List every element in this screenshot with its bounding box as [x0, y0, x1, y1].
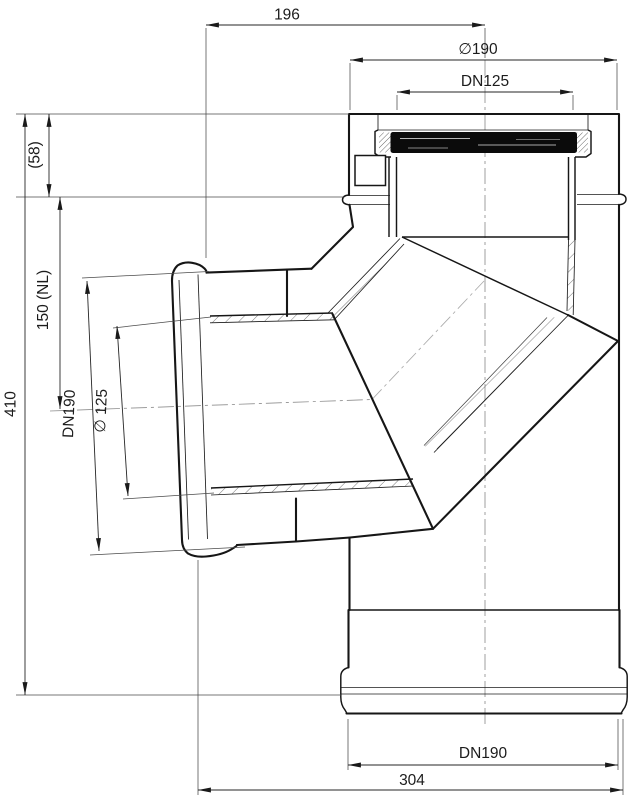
hatch-gasket-pocket-left [379, 133, 391, 153]
hatch-channel-wall [424, 316, 568, 449]
dim-196: 196 [274, 6, 300, 24]
dim-dn190-bottom: DN190 [458, 745, 508, 762]
dim-410-overall-height: 410 [2, 391, 20, 417]
hatch-reducer-cone-wall [328, 239, 405, 321]
collar-bead-right [619, 194, 626, 205]
channel-45deg-centerline [372, 281, 484, 400]
dimline-diameter-125 [117, 326, 128, 496]
dim-58-ref: (58) [26, 141, 44, 169]
collar-bead-left [343, 195, 350, 205]
sleeve-left-wall [389, 157, 397, 237]
branch-top-edge [207, 269, 312, 273]
sleeve-right-wall [569, 157, 576, 240]
dim-diameter-190: ∅190 [458, 41, 498, 58]
spigot-walls [349, 610, 620, 668]
main-outline [172, 114, 627, 714]
channel-inner-edge [424, 318, 547, 446]
dim-dn190-branch: DN190 [59, 389, 80, 439]
branch-mouth-bead-bottom [182, 540, 237, 557]
rib-detail-section [355, 156, 386, 186]
dim-150-nl: 150 (NL) [35, 269, 52, 331]
hatch-gasket-pocket-right [577, 133, 589, 153]
gasket-ring [391, 132, 578, 153]
dim-dn125-top: DN125 [460, 73, 510, 90]
saddle-line-left [333, 314, 434, 529]
collar-ring-right-lines [577, 195, 619, 205]
spigot-flare-left [341, 668, 349, 714]
gasket-seal [391, 132, 578, 153]
centerlines [50, 60, 485, 726]
mouth-face-inner-line [198, 275, 208, 540]
upper-crease-left [312, 205, 354, 269]
spigot-bead-lines [342, 688, 627, 695]
branch-bottom-edge [237, 529, 433, 545]
spigot-flare-right [620, 668, 628, 714]
dim-diameter-125-branch: ∅ 125 [92, 388, 111, 433]
section-hatching [210, 133, 588, 495]
dimension-labels [3, 7, 510, 790]
collar-ring-left-lines [349, 196, 390, 205]
channel-wall-lines [434, 316, 568, 453]
dim-304-overall-width: 304 [399, 772, 425, 789]
